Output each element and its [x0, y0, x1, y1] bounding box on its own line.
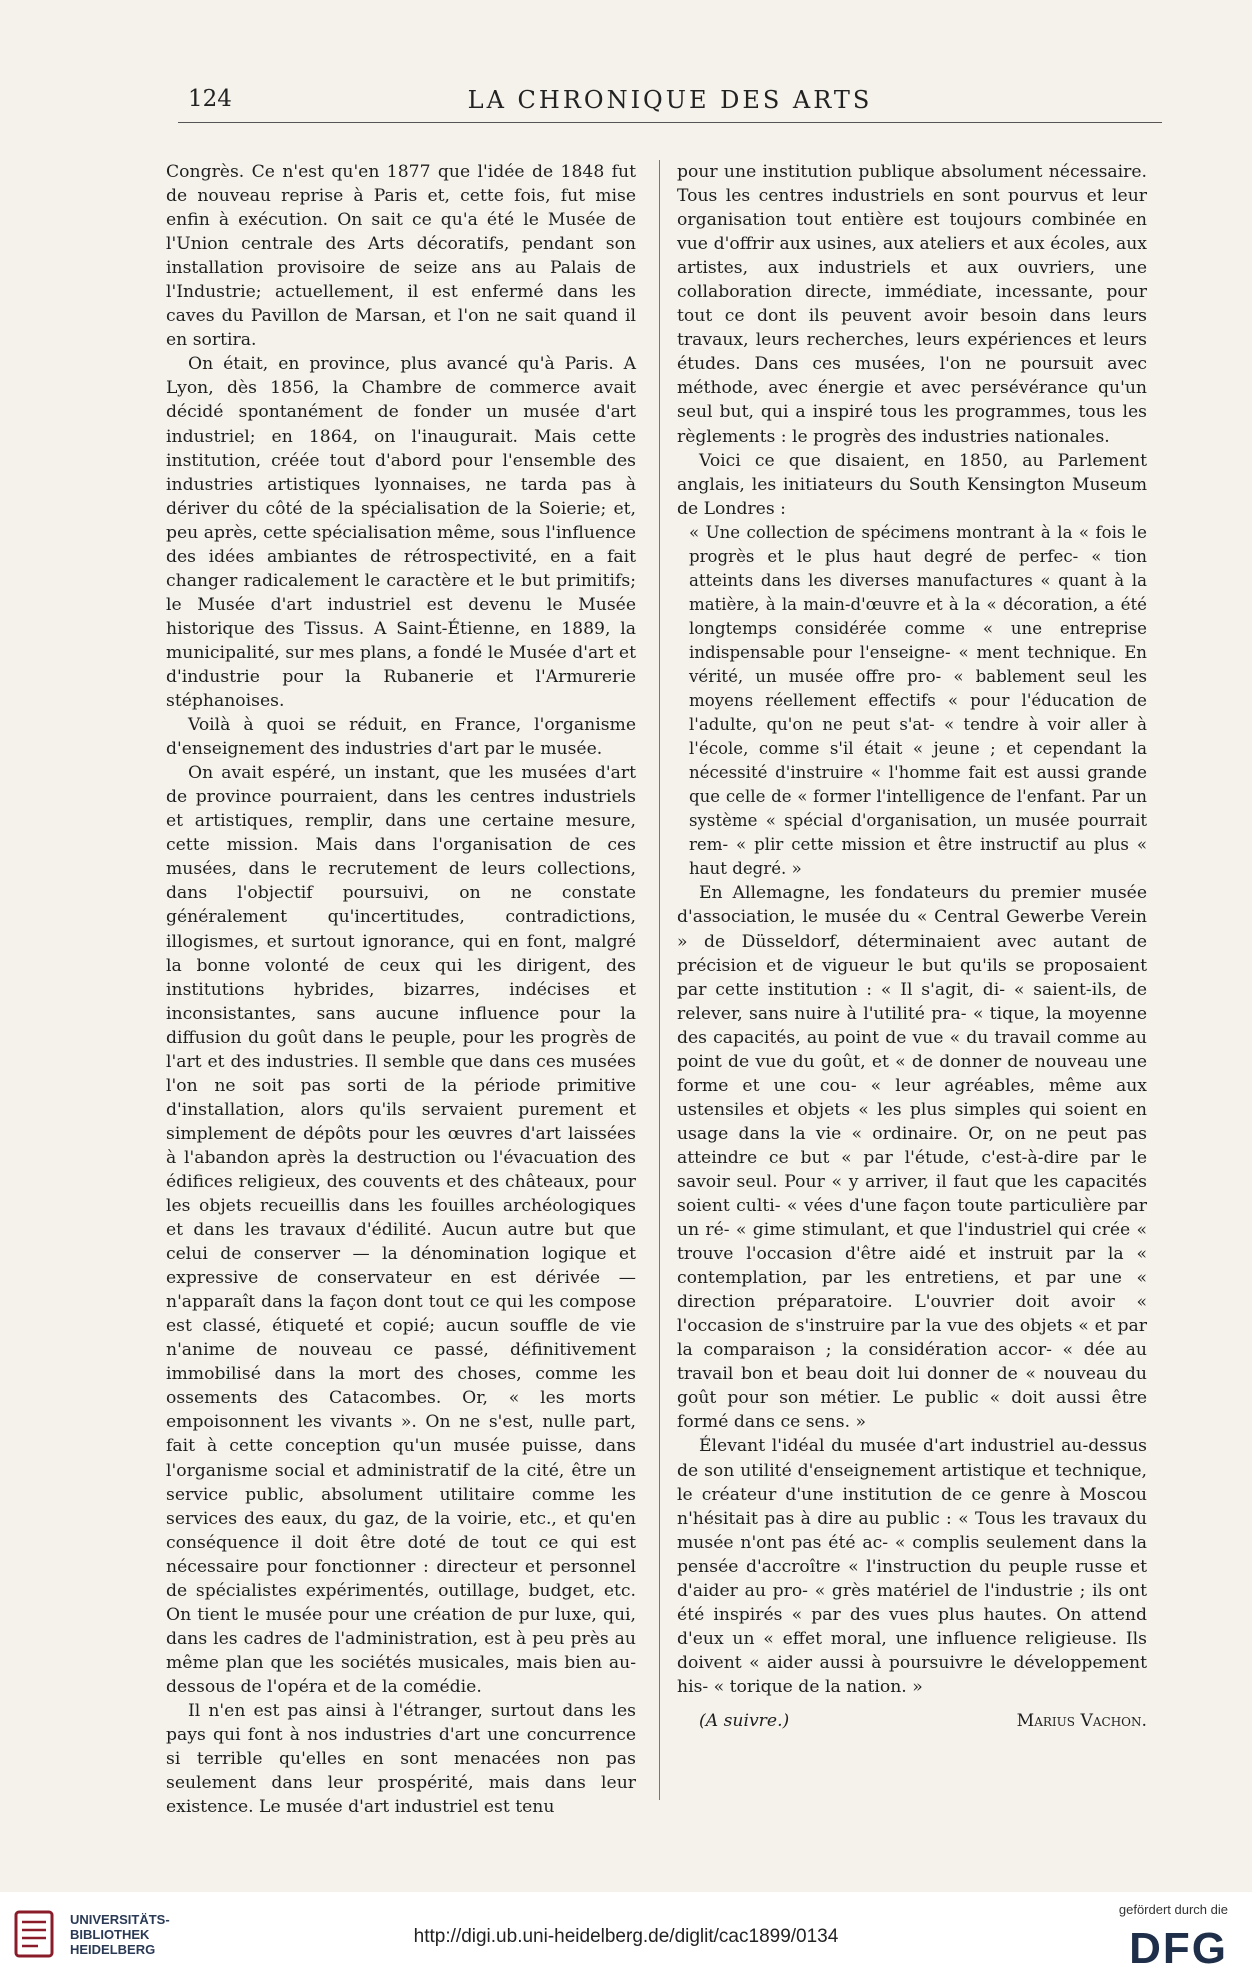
to-be-continued: (A suivre.): [699, 1711, 790, 1731]
page-number: 124: [188, 86, 232, 112]
left-column: [166, 160, 636, 1818]
paragraph: Voilà à quoi se réduit, en France, l'organisme d'enseignement des industries d'art par le musée.: [166, 715, 636, 760]
paragraph: On avait espéré, un instant, que les musées d'art de province pourraient, dans les centres industriels et artistiques, remplir, dans une certaine mesure, cette mission. Mais dans l'organisation de ces musées, dans le recrutement de leurs collections, dans l'objectif poursuivi, on ne constate généralement qu'incertitudes, contradictions, illogismes, et surtout ignorance, qui en font, malgré la bonne volonté de ceux qui les dirigent, des institutions hybrides, bizarres, indécises et inconsistantes, sans aucune influence pour la diffusion du goût dans le peuple, pour les progrès de l'art et des industries. Il semble que dans ces musées l'on ne soit pas sorti de la période primitive d'installation, alors qu'ils servaient purement et simplement de dépôts pour les œuvres d'art laissées à l'abandon après la destruction ou l'évacuation des édifices religieux, des couvents et des châteaux, pour les objets recueillis dans les fouilles archéologiques et dans les travaux d'édilité. Aucun autre but que celui de conserver — la dénomination logique et expressive de conservateur en est dérivée — n'apparaît dans la façon dont tout ce qui les compose est classé, étiqueté et copié; aucun souffle de vie n'anime de nouveau ce passé, définitivement immobilisé dans la mort des choses, comme les ossements des Catacombes. Or, « les morts empoisonnent les vivants ». On ne s'est, nulle part, fait à cette conception qu'un musée puisse, dans l'organisme social et administratif de la cité, être un service public, absolument utilitaire comme les services des eaux, du gaz, de la voirie, etc., et qu'en conséquence il doit être doté de tout ce qui est nécessaire pour fonctionner : directeur et personnel de spécialistes expérimentés, outillage, budget, etc. On tient le musée pour une création de pur luxe, qui, dans les cadres de l'administration, est à peu près au même plan que les sociétés musicales, mais bien au-dessous de l'opéra et de la comédie.: [166, 763, 636, 1697]
paragraph: Il n'en est pas ainsi à l'étranger, surtout dans les pays qui font à nos industries d'art une concurrence si terrible qu'elles en sont menacées non pas seulement dans leur prospérité, mais dans leur existence. Le musée d'art industriel est tenu: [166, 1701, 636, 1818]
right-column: [677, 160, 1147, 1800]
digitization-footer: [0, 1892, 1252, 1988]
article-signoff: [677, 1709, 1147, 1733]
running-head: [178, 82, 1162, 123]
journal-title: LA CHRONIQUE DES ARTS: [467, 86, 873, 114]
paragraph: pour une institution publique absolument nécessaire. Tous les centres industriels en sont pourvus et leur organisation tout entière est toujours combinée en vue d'offrir aux usines, aux ateliers et aux écoles, aux artistes, aux industriels et aux ouvriers, une collaboration directe, immédiate, incessante, pour tout ce dont ils peuvent avoir besoin dans leurs travaux, leurs recherches, leurs expériences et leurs études. Dans ces musées, l'on ne poursuit avec méthode, avec énergie et avec persévérance qu'un seul but, qui a inspiré tous les programmes, tous les règlements : le progrès des industries nationales.: [677, 162, 1147, 447]
column-divider: [659, 160, 660, 1800]
author-signature: Marius Vachon.: [1016, 1711, 1147, 1731]
paragraph: On était, en province, plus avancé qu'à Paris. A Lyon, dès 1856, la Chambre de commerce avait décidé spontanément de fonder un musée d'art industriel; en 1864, on l'inaugurait. Mais cette institution, créée tout d'abord pour l'ensemble des industries artistiques lyonnaises, ne tarda pas à dériver du côté de la spécialisation de la Soierie; et, peu après, cette spécialisation même, sous l'influence des idées ambiantes de rétrospectivité, en a fait changer radicalement le caractère et le but primitifs; le Musée d'art industriel est devenu le Musée historique des Tissus. A Saint-Étienne, en 1889, la municipalité, sur mes plans, a fondé le Musée d'art et d'industrie pour la Rubanerie et l'Armurerie stéphanoises.: [166, 354, 636, 712]
paragraph: En Allemagne, les fondateurs du premier musée d'association, le musée du « Central Gewerbe Verein » de Düsseldorf, déterminaient avec autant de précision et de vigueur le but qu'ils se proposaient par cette institution : « Il s'agit, di- « saient-ils, de relever, sans nuire à l'utilité pra- « tique, la moyenne des capacités, au point de vue « du travail comme au point de vue du goût, et « de donner de nouveau une forme et une cou- « leur agréables, même aux ustensiles et objets « les plus simples qui soient en usage dans la vie « ordinaire. Or, on ne peut pas atteindre ce but « par l'étude, c'est-à-dire par le savoir seul. Pour « y arriver, il faut que les capacités soient culti- « vées d'une façon toute particulière par un ré- « gime stimulant, et que l'industriel qui crée « trouve l'occasion d'être aidé et instruit par la « contemplation, par les entretiens, et par une « direction préparatoire. L'ouvrier doit avoir « l'occasion de s'instruire par la vue des objets « et par la comparaison ; la considération accor- « dée au travail bon et beau doit lui donner de « nouveau du goût pour son métier. Le public « doit aussi être formé dans ce sens. »: [677, 883, 1147, 1433]
library-name: UNIVERSITÄTS- BIBLIOTHEK HEIDELBERG: [70, 1912, 170, 1957]
quotation: « Une collection de spécimens montrant à la « fois le progrès et le plus haut degré de perfec- « tion atteints dans les diverses manufactures « quant à la matière, à la main-d'œuvre et à la « décoration, a été longtemps considérée comme « une entreprise indispensable pour l'enseigne- « ment technique. En vérité, un musée offre pro- « bablement seul les moyens réellement effectifs « pour l'éducation de l'adulte, qu'on ne peut s'at- « tendre à voir aller à l'école, comme s'il était « jeune ; et cependant la nécessité d'instruire « l'homme fait est aussi grande que celle de « former l'intelligence de l'enfant. Par un système « spécial d'organisation, un musée pourrait rem- « plir cette mission et être instructif au plus « haut degré. »: [689, 522, 1147, 879]
paragraph: Élevant l'idéal du musée d'art industriel au-dessus de son utilité d'enseignement artistique et technique, le créateur d'une institution de ce genre à Moscou n'hésitait pas à dire au public : « Tous les travaux du musée n'ont pas été ac- « complis seulement dans la pensée d'accroître « l'instruction du peuple russe et d'aider au pro- « grès matériel de l'industrie ; ils ont été inspirés « par des vues plus hautes. On attend d'eux un « effet moral, une influence religieuse. Ils doivent « aider aussi à poursuivre le développement his- « torique de la nation. »: [677, 1436, 1147, 1697]
funding-note: gefördert durch die: [1118, 1902, 1228, 1917]
source-url-link[interactable]: http://digi.ub.uni-heidelberg.de/diglit/cac1899/0134: [413, 1926, 839, 1947]
dfg-logo: DFG: [1129, 1924, 1228, 1973]
paragraph: Voici ce que disaient, en 1850, au Parlement anglais, les initiateurs du South Kensington Museum de Londres :: [677, 450, 1147, 519]
paragraph: Congrès. Ce n'est qu'en 1877 que l'idée de 1848 fut de nouveau reprise à Paris et, cette fois, fut mise enfin à exécution. On sait ce qu'a été le Musée de l'Union centrale des Arts décoratifs, pendant son installation provisoire de seize ans au Palais de l'Industrie; actuellement, il est enfermé dans les caves du Pavillon de Marsan, et l'on ne sait quand il en sortira.: [166, 162, 636, 351]
